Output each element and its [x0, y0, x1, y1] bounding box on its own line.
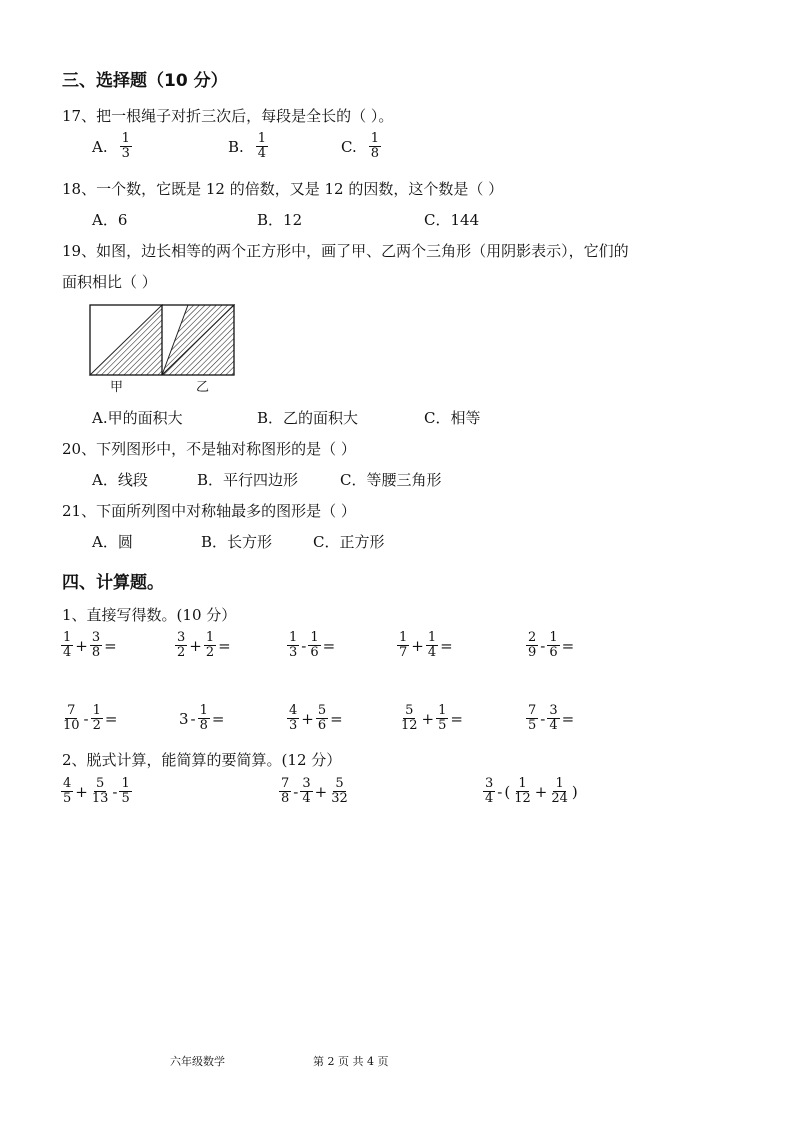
question-21-option-c: C．正方形	[313, 533, 385, 551]
equals-sign: =	[218, 636, 231, 655]
fraction: $\frac{7}{10}$	[63, 703, 80, 733]
fraction: $\frac{3}{4}$	[485, 776, 494, 806]
mental-math-3	[286, 631, 336, 660]
figure-label-yi: 乙	[196, 380, 210, 395]
whole-number: 3	[179, 709, 189, 728]
fraction: $\frac{1}{4}$	[257, 131, 267, 161]
fraction: $\frac{3}{2}$	[177, 630, 186, 660]
fraction: $\frac{7}{8}$	[281, 776, 290, 806]
fraction: $\frac{4}{3}$	[289, 703, 298, 733]
question-20-option-b: B．平行四边形	[197, 471, 299, 489]
calculation-3	[482, 777, 579, 806]
operator: -	[540, 709, 546, 728]
fraction: $\frac{1}{5}$	[438, 703, 447, 733]
operator: +	[75, 636, 88, 655]
question-17-option-c	[341, 132, 382, 161]
fraction: $\frac{1}{2}$	[205, 630, 215, 660]
question-18-stem: 18、一个数，它既是 12 的倍数，又是 12 的因数，这个数是（ ）	[62, 180, 504, 198]
mental-math-9	[398, 704, 464, 733]
fraction: $\frac{7}{5}$	[528, 703, 537, 733]
operator: -	[301, 636, 307, 655]
question-17-stem: 17、把一根绳子对折三次后，每段是全长的（ ）。	[62, 107, 394, 125]
option-label: B.	[228, 137, 244, 156]
fraction: $\frac{5}{6}$	[317, 703, 327, 733]
question-17-option-b	[228, 132, 269, 161]
option-label: A.	[92, 137, 108, 156]
footer-subject: 六年级数学	[170, 1055, 225, 1068]
question-20-option-c: C．等腰三角形	[340, 471, 442, 489]
fraction: $\frac{1}{7}$	[399, 630, 408, 660]
equals-sign: =	[440, 636, 453, 655]
question-19-stem-line-2: 面积相比（ ）	[62, 273, 157, 291]
operator: -	[190, 709, 196, 728]
question-19-option-a: A.甲的面积大	[92, 409, 183, 427]
fraction: $\frac{1}{24}$	[551, 776, 568, 806]
operator: -	[112, 782, 118, 801]
fraction: $\frac{1}{3}$	[121, 131, 130, 161]
fraction: $\frac{3}{4}$	[549, 703, 558, 733]
equals-sign: =	[561, 709, 575, 728]
fraction: $\frac{1}{5}$	[121, 776, 130, 806]
fraction: $\frac{5}{12}$	[401, 703, 418, 733]
question-21-option-a: A．圆	[92, 533, 133, 551]
mental-math-6	[60, 704, 118, 733]
fraction: $\frac{2}{9}$	[528, 630, 537, 660]
fraction: $\frac{1}{8}$	[370, 131, 379, 161]
equals-sign: =	[330, 709, 343, 728]
operator: -	[293, 782, 299, 801]
right-parenthesis: )	[571, 782, 578, 801]
fraction: $\frac{5}{13}$	[91, 776, 109, 806]
equals-sign: =	[211, 709, 225, 728]
operator: -	[497, 782, 503, 801]
question-17-option-a	[92, 132, 133, 161]
fraction: $\frac{1}{8}$	[199, 703, 208, 733]
operator: +	[421, 709, 435, 728]
fraction: $\frac{3}{8}$	[91, 630, 101, 660]
question-19-option-b: B．乙的面积大	[257, 409, 359, 427]
equals-sign: =	[104, 709, 118, 728]
mental-math-1	[60, 631, 118, 660]
fraction: $\frac{5}{32}$	[331, 776, 348, 806]
operator: +	[301, 709, 314, 728]
part-1-title: 1、直接写得数。(10 分）	[62, 606, 237, 624]
option-label: C.	[341, 137, 357, 156]
fraction: $\frac{1}{6}$	[549, 630, 558, 660]
question-20-option-a: A．线段	[92, 471, 148, 489]
question-19-stem-line-1: 19、如图，边长相等的两个正方形中，画了甲、乙两个三角形（用阴影表示），它们的	[62, 242, 629, 260]
fraction: $\frac{4}{5}$	[63, 776, 72, 806]
mental-math-2	[174, 631, 232, 660]
fraction: $\frac{1}{4}$	[63, 630, 72, 660]
equals-sign: =	[561, 636, 575, 655]
mental-math-4	[396, 631, 454, 660]
operator: +	[75, 782, 88, 801]
part-2-title: 2、脱式计算，能简算的要简算。(12 分）	[62, 751, 342, 769]
equals-sign: =	[104, 636, 117, 655]
fraction: $\frac{3}{4}$	[302, 776, 311, 806]
question-18-option-b: B．12	[257, 211, 303, 229]
fraction: $\frac{1}{12}$	[514, 776, 531, 806]
equals-sign: =	[322, 636, 336, 655]
operator: -	[540, 636, 546, 655]
question-21-stem: 21、下面所列图中对称轴最多的图形是（ ）	[62, 502, 356, 520]
figure-label-jia: 甲	[110, 380, 124, 395]
mental-math-10	[525, 704, 575, 733]
operator: +	[411, 636, 424, 655]
section-3-heading: 三、选择题（10 分）	[62, 71, 228, 91]
fraction: $\frac{1}{6}$	[310, 630, 319, 660]
fraction: $\frac{1}{3}$	[289, 630, 298, 660]
left-parenthesis: (	[504, 782, 511, 801]
equals-sign: =	[450, 709, 463, 728]
question-18-option-c: C．144	[424, 211, 480, 229]
triangle-jia	[90, 305, 162, 375]
question-21-option-b: B．长方形	[201, 533, 273, 551]
operator: -	[83, 709, 89, 728]
mental-math-5	[525, 631, 575, 660]
question-19-option-c: C．相等	[424, 409, 481, 427]
operator: +	[189, 636, 202, 655]
footer-page-number: 第 2 页 共 4 页	[313, 1055, 389, 1068]
question-20-stem: 20、下列图形中，不是轴对称图形的是（ ）	[62, 440, 356, 458]
section-4-heading: 四、计算题。	[62, 573, 164, 593]
calculation-1	[60, 777, 133, 806]
fraction: $\frac{1}{2}$	[92, 703, 101, 733]
fraction: $\frac{1}{4}$	[427, 630, 437, 660]
mental-math-7	[178, 704, 225, 733]
question-18-option-a: A．6	[92, 211, 128, 229]
calculation-2	[278, 777, 351, 806]
operator: +	[534, 782, 548, 801]
operator: +	[314, 782, 328, 801]
mental-math-8	[286, 704, 344, 733]
